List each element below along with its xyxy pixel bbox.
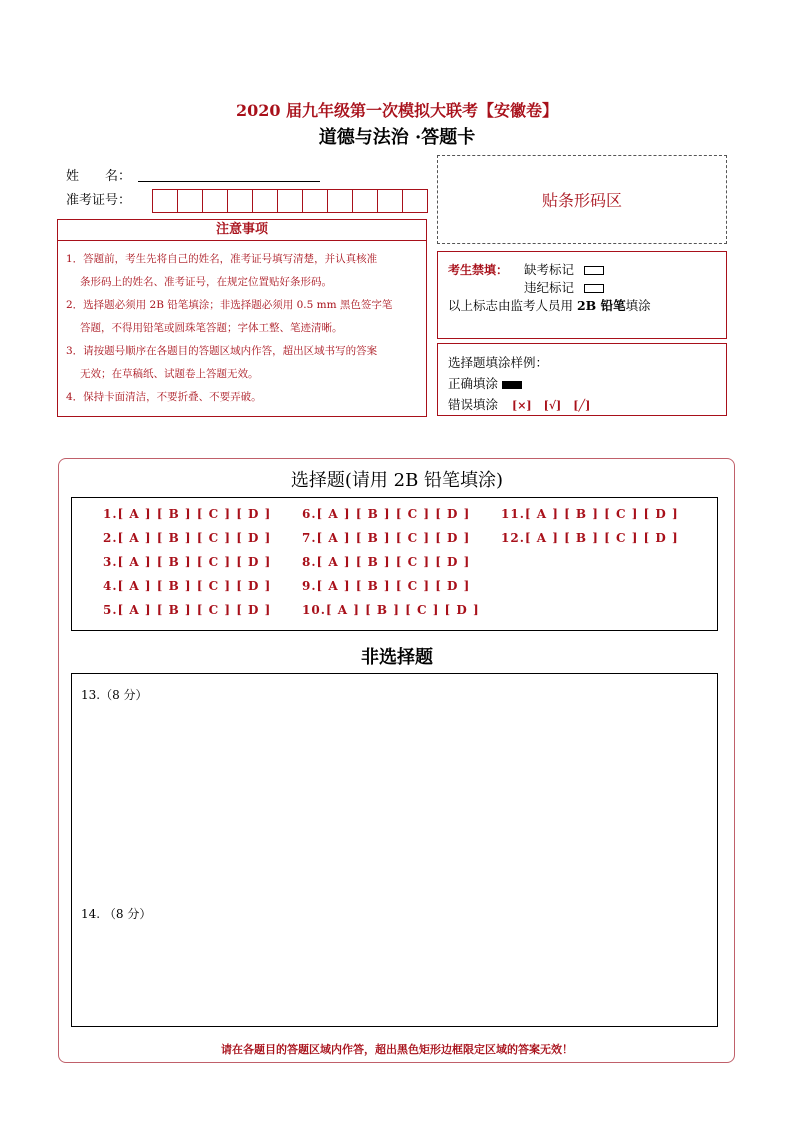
id-digit-box[interactable] [327,189,353,213]
examinee-forbidden-box [437,251,727,339]
wrong-fill-label: 错误填涂 [448,397,499,412]
mc-question-2[interactable]: 2.[ A ] [ B ] [ C ] [ D ] [103,531,272,545]
mc-question-1[interactable]: 1.[ A ] [ B ] [ C ] [ D ] [103,507,272,521]
mc-question-3[interactable]: 3.[ A ] [ B ] [ C ] [ D ] [103,555,272,569]
name-label: 姓 名： [66,169,132,184]
footer-note: 请在各题目的答题区域内作答，超出黑色矩形边框限定区域的答案无效！ [221,1043,573,1056]
mc-section-title: 选择题(请用 2B 铅笔填涂) [290,470,504,491]
wrong-mark-cross: [×] [512,399,532,412]
notice-body [57,241,427,417]
notice-item-cont: 无效；在草稿纸、试题卷上答题无效。 [80,368,259,380]
absent-mark-row [524,260,604,278]
id-digit-box[interactable] [377,189,403,213]
notice-item: 4．保持卡面清洁，不要折叠、不要弄破。 [66,391,262,403]
wrong-mark-check: [√] [543,399,562,412]
notice-item: 2．选择题必须用 2B 铅笔填涂；非选择题必须用 0.5 mm 黑色签字笔 [66,299,393,311]
mc-question-6[interactable]: 6.[ A ] [ B ] [ C ] [ D ] [302,507,471,521]
mc-question-8[interactable]: 8.[ A ] [ B ] [ C ] [ D ] [302,555,471,569]
id-digit-box[interactable] [177,189,203,213]
absent-mark-box[interactable] [584,266,604,275]
wrong-fill-row [448,395,590,413]
open-answer-box[interactable] [71,673,718,1027]
violation-mark-row [524,278,604,296]
id-digit-box[interactable] [227,189,253,213]
id-digit-box[interactable] [302,189,328,213]
notice-item-cont: 答题，不得用铅笔或圆珠笔答题；字体工整、笔迹清晰。 [80,322,343,334]
correct-fill-mark [502,381,522,389]
violation-mark-box[interactable] [584,284,604,293]
mc-question-5[interactable]: 5.[ A ] [ B ] [ C ] [ D ] [103,603,272,617]
id-label: 准考证号： [66,193,132,208]
fill-sample-box [437,343,727,416]
notice-item: 1．答题前，考生先将自己的姓名，准考证号填写清楚，并认真核准 [66,253,378,265]
violation-mark-label: 违纪标记 [524,280,575,295]
absent-mark-label: 缺考标记 [524,262,575,277]
notice-item: 3．请按题号顺序在各题目的答题区域内作答，超出区域书写的答案 [66,345,378,357]
id-digit-box[interactable] [202,189,228,213]
notice-item-cont: 条形码上的姓名、准考证号，在规定位置贴好条形码。 [80,276,332,288]
forbidden-label: 考生禁填： [448,263,509,277]
forbidden-note-bold: 2B 铅笔 [576,298,626,313]
forbidden-note-suffix: 填涂 [625,298,651,313]
mc-question-7[interactable]: 7.[ A ] [ B ] [ C ] [ D ] [302,531,471,545]
forbidden-note [448,296,651,314]
question-14-label: 14. （8 分） [81,907,152,921]
mc-question-10[interactable]: 10.[ A ] [ B ] [ C ] [ D ] [302,603,480,617]
id-digit-box[interactable] [352,189,378,213]
id-number-boxes [152,189,427,213]
id-digit-box[interactable] [402,189,428,213]
id-digit-box[interactable] [152,189,178,213]
fill-sample-title: 选择题填涂样例： [448,355,549,370]
mc-answer-box [71,497,718,631]
mc-question-12[interactable]: 12.[ A ] [ B ] [ C ] [ D ] [501,531,679,545]
id-digit-box[interactable] [252,189,278,213]
correct-fill-row [448,374,522,392]
barcode-label: 贴条形码区 [541,191,622,210]
forbidden-note-prefix: 以上标志由监考人员用 [448,298,577,313]
notice-heading: 注意事项 [57,219,427,241]
barcode-area [437,155,727,244]
open-section-title: 非选择题 [361,647,433,668]
mc-question-11[interactable]: 11.[ A ] [ B ] [ C ] [ D ] [501,507,679,521]
mc-question-4[interactable]: 4.[ A ] [ B ] [ C ] [ D ] [103,579,272,593]
correct-fill-label: 正确填涂 [448,376,499,391]
question-13-label: 13.（8 分） [81,688,148,702]
id-digit-box[interactable] [277,189,303,213]
exam-title: 2020 届九年级第一次模拟大联考【安徽卷】 [235,101,559,120]
mc-question-9[interactable]: 9.[ A ] [ B ] [ C ] [ D ] [302,579,471,593]
subject-title: 道德与法治 ·答题卡 [318,127,476,148]
wrong-mark-slash: [╱] [573,399,591,412]
name-field[interactable] [138,180,320,182]
